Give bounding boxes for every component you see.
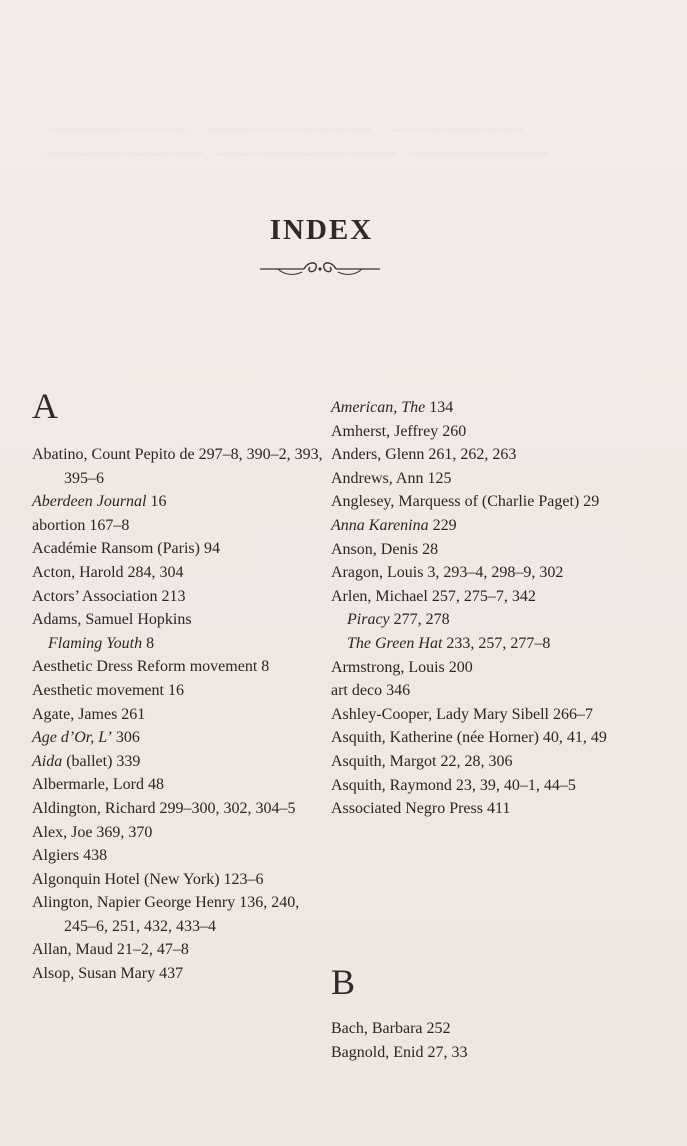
index-column-right-a	[331, 396, 631, 821]
index-entry	[331, 467, 631, 491]
entry-text: Allan, Maud 21–2, 47–8	[32, 941, 189, 959]
index-entry	[32, 443, 327, 490]
index-entry	[331, 679, 631, 703]
index-entry	[32, 938, 327, 962]
entry-text: 233, 257, 277–8	[442, 634, 551, 652]
entry-title: Anna Karenina	[331, 516, 429, 534]
entry-text: Aesthetic movement 16	[32, 681, 184, 699]
index-entry	[331, 726, 631, 750]
index-entry	[32, 632, 327, 656]
index-entry	[32, 962, 327, 986]
index-entry	[331, 561, 631, 585]
entry-text: Andrews, Ann 125	[331, 469, 452, 487]
index-entry	[32, 821, 327, 845]
index-entry	[32, 750, 327, 774]
index-entry	[331, 1017, 631, 1041]
index-column-right-b	[331, 1017, 631, 1064]
entry-title: Aberdeen Journal	[32, 493, 147, 511]
section-letter-b: B	[331, 962, 356, 1002]
index-entry	[331, 608, 631, 632]
show-through-text: ~~~~~~~~~~~~~~~~~ ~~~~~~~~~~~~~~~~~~~~ ~~~~~~~~~~~~~~~~ ~~~~~~~~~~~~~~~~~~~ ~~~~~~~~~~~~~~~~~~~~~~ ~~~~~~~~~~~~~~~~~	[47, 123, 549, 163]
entry-text: Alsop, Susan Mary 437	[32, 965, 184, 983]
entry-text: Aldington, Richard 299–300, 302, 304–5	[32, 799, 296, 817]
entry-text: art deco 346	[331, 682, 411, 700]
entry-text: Anglesey, Marquess of (Charlie Paget) 29	[331, 493, 600, 511]
index-entry	[331, 443, 631, 467]
entry-text: Anson, Denis 28	[331, 540, 439, 558]
index-entry	[331, 538, 631, 562]
entry-text: Académie Ransom (Paris) 94	[32, 540, 220, 558]
index-entry	[32, 868, 327, 892]
entry-text: Armstrong, Louis 200	[331, 658, 473, 676]
index-entry	[32, 537, 327, 561]
entry-title: Flaming Youth	[48, 634, 143, 652]
index-entry	[32, 773, 327, 797]
entry-title: Age d’Or, L’	[32, 729, 112, 747]
index-entry	[32, 797, 327, 821]
entry-title: The Green Hat	[347, 634, 443, 652]
index-entry	[331, 514, 631, 538]
flourish-ornament-icon	[258, 258, 382, 280]
entry-text: Algiers 438	[32, 847, 108, 865]
index-entry	[32, 891, 327, 938]
section-letter-a: A	[32, 386, 58, 426]
entry-text: Alex, Joe 369, 370	[32, 823, 153, 841]
entry-text: Albermarle, Lord 48	[32, 776, 164, 794]
entry-text: Asquith, Raymond 23, 39, 40–1, 44–5	[331, 776, 576, 794]
entry-text: Asquith, Margot 22, 28, 306	[331, 752, 513, 770]
entry-text: Agate, James 261	[32, 705, 146, 723]
index-entry	[32, 726, 327, 750]
index-entry	[331, 396, 631, 420]
entry-text: 8	[142, 634, 155, 652]
entry-text: Adams, Samuel Hopkins	[32, 611, 192, 629]
index-entry	[32, 608, 327, 632]
entry-text: Alington, Napier George Henry 136, 240, 245–6, 251, 432, 433–4	[32, 894, 300, 935]
index-entry	[331, 656, 631, 680]
index-entry	[331, 1041, 631, 1065]
index-entry	[331, 632, 631, 656]
index-entry	[32, 490, 327, 514]
index-entry	[331, 585, 631, 609]
entry-title: American, The	[331, 399, 426, 416]
entry-text: 229	[428, 516, 457, 534]
entry-text: 277, 278	[389, 611, 450, 629]
index-entry	[32, 561, 327, 585]
index-entry	[331, 797, 631, 821]
entry-text: Bach, Barbara 252	[331, 1020, 451, 1037]
index-entry	[331, 490, 631, 514]
entry-text: Acton, Harold 284, 304	[32, 563, 184, 581]
index-entry	[32, 585, 327, 609]
index-entry	[331, 703, 631, 727]
index-entry	[32, 703, 327, 727]
entry-text: 306	[111, 729, 140, 747]
entry-text: Actors’ Association 213	[32, 587, 186, 605]
index-entry	[32, 655, 327, 679]
index-entry	[32, 679, 327, 703]
entry-text: 16	[146, 493, 167, 511]
entry-text: Arlen, Michael 257, 275–7, 342	[331, 587, 536, 605]
entry-text: 134	[425, 399, 454, 416]
entry-text: Aragon, Louis 3, 293–4, 298–9, 302	[331, 564, 564, 582]
entry-text: Asquith, Katherine (née Horner) 40, 41, 49	[331, 729, 607, 747]
index-entry	[331, 774, 631, 798]
index-entry	[32, 514, 327, 538]
page-title: INDEX	[269, 214, 374, 247]
entry-text: abortion 167–8	[32, 516, 130, 534]
index-entry	[331, 750, 631, 774]
entry-text: Anders, Glenn 261, 262, 263	[331, 446, 517, 464]
entry-text: Aesthetic Dress Reform movement 8	[32, 658, 270, 676]
index-entry	[32, 844, 327, 868]
entry-text: Abatino, Count Pepito de 297–8, 390–2, 393, 395–6	[32, 446, 323, 487]
index-column-left	[32, 443, 327, 986]
index-entry	[331, 420, 631, 444]
entry-text: Ashley-Cooper, Lady Mary Sibell 266–7	[331, 705, 593, 723]
entry-title: Aida	[32, 752, 63, 770]
entry-title: Piracy	[347, 611, 390, 629]
entry-text: (ballet) 339	[62, 752, 141, 770]
entry-text: Associated Negro Press 411	[331, 800, 511, 818]
entry-text: Amherst, Jeffrey 260	[331, 422, 467, 440]
entry-text: Algonquin Hotel (New York) 123–6	[32, 870, 264, 888]
entry-text: Bagnold, Enid 27, 33	[331, 1043, 468, 1061]
